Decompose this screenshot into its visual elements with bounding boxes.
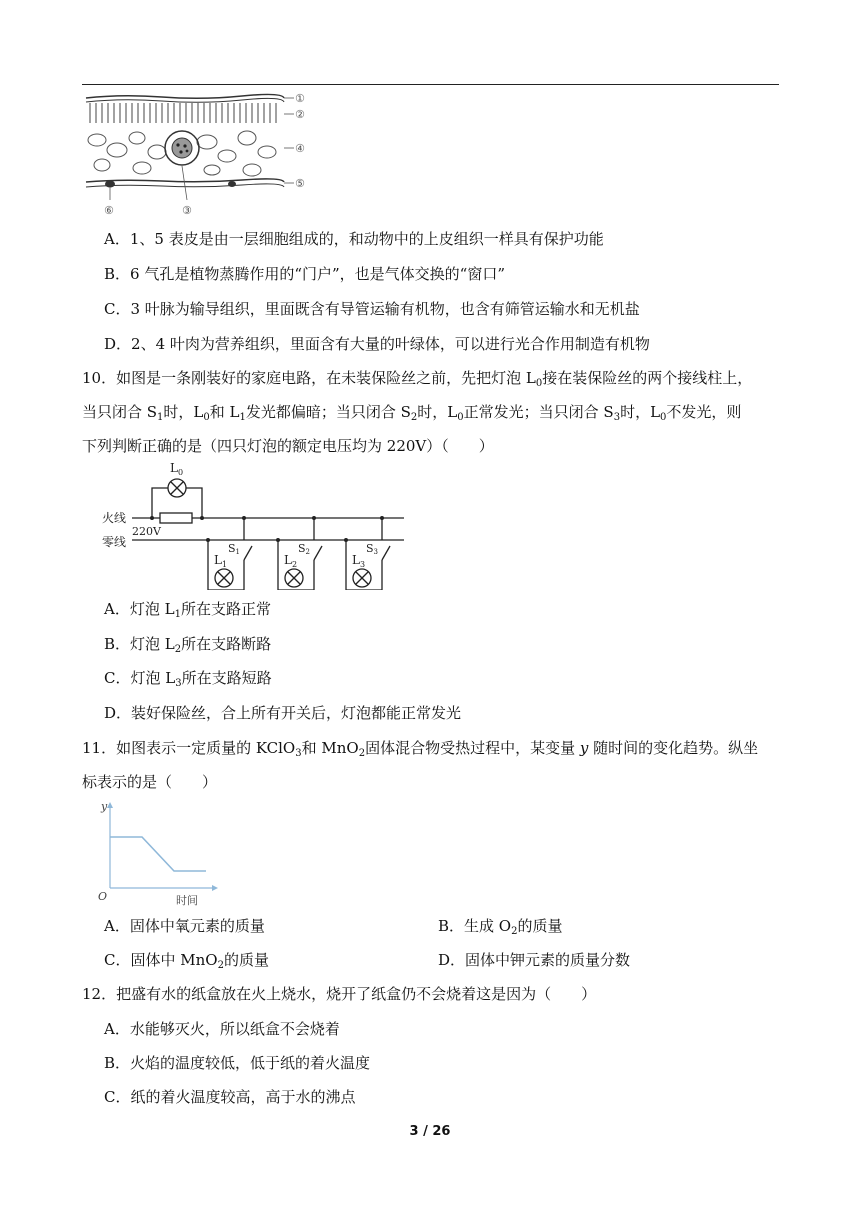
page-number: 3 / 26 — [409, 1124, 451, 1139]
y-axis-label: y — [101, 800, 108, 813]
q10-stem-line3: 下列判断正确的是（四只灯泡的额定电压均为 220V）（ ） — [82, 437, 494, 455]
label-3: ③ — [182, 204, 192, 217]
neutral-wire-label: 零线 — [102, 535, 127, 549]
q9-option-a: A．1、5 表皮是由一层细胞组成的，和动物中的上皮组织一样具有保护功能 — [104, 230, 604, 248]
header-rule — [82, 84, 779, 85]
label-1: ① — [295, 92, 305, 105]
x-axis-label: 时间 — [176, 894, 198, 907]
q12-option-c: C．纸的着火温度较高，高于水的沸点 — [104, 1088, 356, 1106]
q12-option-b: B．火焰的温度较低，低于纸的着火温度 — [104, 1054, 371, 1072]
label-4: ④ — [295, 142, 305, 155]
leaf-cross-section-figure — [82, 90, 332, 218]
q11-stem-line1: 11．如图表示一定质量的 KClO$_3$和 MnO$_2$固体混合物受热过程中，某变量 y 随时间的变化趋势。纵坐 — [82, 739, 759, 759]
q9-option-b: B．6 气孔是植物蒸腾作用的“门户”，也是气体交换的“窗口” — [104, 265, 506, 283]
l0-label: $L_0$ — [170, 461, 184, 477]
q10-option-a: A．灯泡 $L_1$所在支路正常 — [104, 600, 271, 620]
q10-option-b: B．灯泡 $L_2$所在支路断路 — [104, 635, 272, 655]
q10-stem-line1: 10．如图是一条刚装好的家庭电路，在未装保险丝之前，先把灯泡 $L_0$接在装保险丝的两个接线柱上， — [82, 369, 753, 389]
q9-option-c: C．3 叶脉为输导组织，里面既含有导管运输有机物，也含有筛管运输水和无机盐 — [104, 300, 640, 318]
q11-option-b: B．生成 $O_2$的质量 — [438, 917, 563, 937]
q11-option-c: C．固体中 MnO$_2$的质量 — [104, 951, 269, 971]
circuit-figure — [96, 460, 408, 590]
q12-option-a: A．水能够灭火，所以纸盒不会烧着 — [104, 1020, 340, 1038]
l2-label: $L_2$ — [284, 553, 298, 569]
label-2: ② — [295, 108, 305, 121]
chart-series-line — [110, 837, 206, 871]
label-6: ⑥ — [104, 204, 114, 217]
voltage-label: 220V — [132, 525, 161, 538]
q11-chart — [96, 796, 226, 908]
q10-option-c: C．灯泡 $L_3$所在支路短路 — [104, 669, 272, 689]
s1-label: S1 — [228, 542, 241, 556]
q10-stem-line2: 当只闭合 $S_1$时，$L_0$和 $L_1$发光都偏暗；当只闭合 $S_2$时，$L_0$正常发光；当只闭合 $S_3$时，$L_0$不发光，则 — [82, 403, 742, 423]
q11-option-d: D．固体中钾元素的质量分数 — [438, 951, 631, 969]
q11-option-a: A．固体中氧元素的质量 — [104, 917, 265, 935]
q12-stem: 12．把盛有水的纸盒放在火上烧水，烧开了纸盒仍不会烧着这是因为（ ） — [82, 985, 597, 1003]
origin-label: O — [98, 890, 108, 903]
l1-label: $L_1$ — [214, 553, 228, 569]
s2-label: S2 — [298, 542, 311, 556]
q11-stem-line2: 标表示的是（ ） — [82, 773, 218, 791]
live-wire-label: 火线 — [102, 511, 127, 525]
l3-label: $L_3$ — [352, 553, 366, 569]
s3-label: S3 — [366, 542, 379, 556]
q10-option-d: D．装好保险丝，合上所有开关后，灯泡都能正常发光 — [104, 704, 462, 722]
label-5: ⑤ — [295, 177, 305, 190]
q9-option-d: D．2、4 叶肉为营养组织，里面含有大量的叶绿体，可以进行光合作用制造有机物 — [104, 335, 650, 353]
